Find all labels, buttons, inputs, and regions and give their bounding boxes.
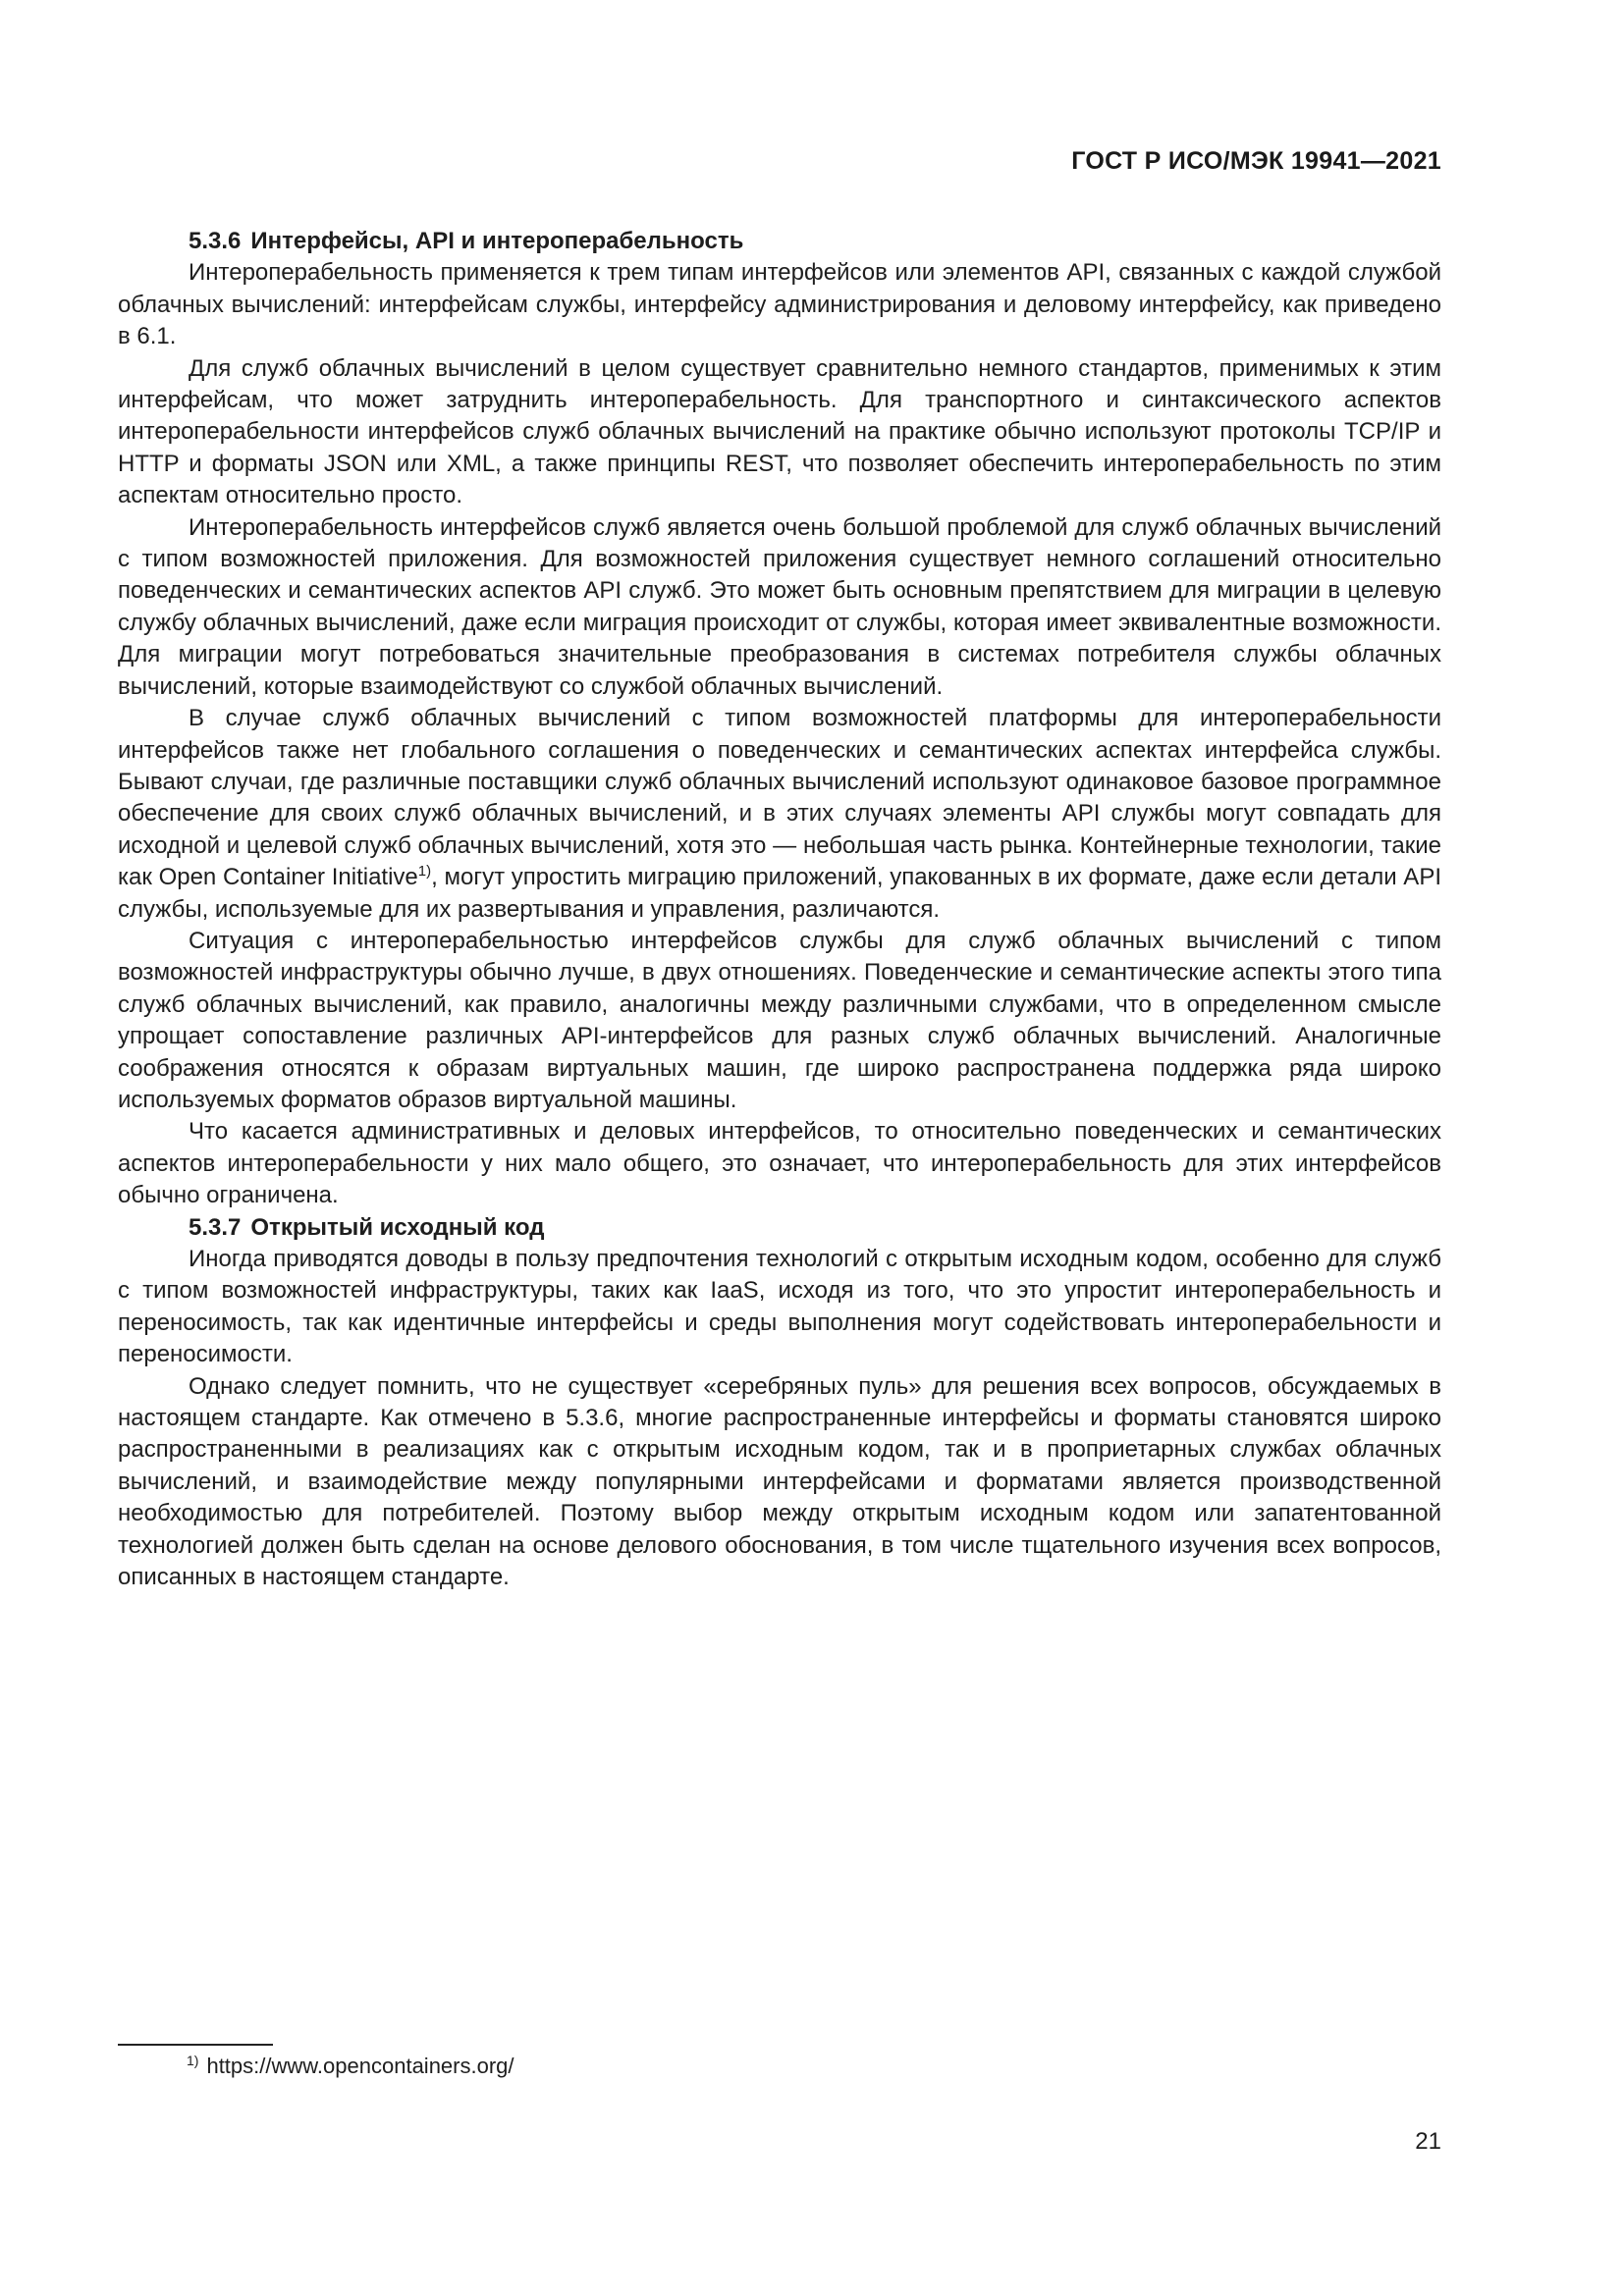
footnote-link[interactable]: https://www.opencontainers.org/ [206, 2054, 514, 2078]
section-heading-5-3-6 [118, 226, 1441, 257]
footnote-divider [118, 2044, 273, 2046]
footnote [187, 2054, 514, 2079]
section-heading-5-3-7 [118, 1212, 1441, 1244]
footnote-reference: 1) [417, 863, 432, 881]
section-number: 5.3.7 [189, 1213, 242, 1241]
paragraph: Ситуация с интероперабельностью интерфейсов службы для служб облачных вычислений с типом возможностей инфраструктуры обычно лучше, в двух отношениях. Поведенческие и семантические аспекты этого типа служб облачных вычислений, как правило, аналогичны между различными службами, что в определенном смысле упрощает сопоставление различных API-интерфейсов для разных служб облачных вычислений. Аналогичные соображения относятся к образам виртуальных машин, где широко распространена поддержка ряда широко используемых форматов образов виртуальной машины. [118, 927, 1441, 1113]
paragraph: Иногда приводятся доводы в пользу предпочтения технологий с открытым исходным кодом, особенно для служб с типом возможностей инфраструктуры, таких как IaaS, исходя из того, что это упростит интероперабельность и переносимость, так как идентичные интерфейсы и среды выполнения могут содействовать интероперабельности и переносимости. [118, 1246, 1441, 1368]
paragraph [118, 703, 1441, 926]
section-title: Открытый исходный код [250, 1213, 545, 1241]
paragraph-text: , могут упростить миграцию приложений, упакованных в их формате, даже если детали API службы, используемые для их развертывания и управления, различаются. [118, 864, 1441, 923]
section-title: Интерфейсы, API и интероперабельность [250, 228, 744, 254]
paragraph: Однако следует помнить, что не существует «серебряных пуль» для решения всех вопросов, обсуждаемых в настоящем стандарте. Как отмечено в 5.3.6, многие распространенные интерфейсы и форматы становятся широко распространенными в реализациях как с открытым исходным кодом, так и в проприетарных службах облачных вычислений, и взаимодействие между популярными интерфейсами и форматами является производственной необходимостью для потребителей. Поэтому выбор между открытым исходным кодом или запатентованной технологией должен быть сделан на основе делового обоснования, в том числе тщательного изучения всех вопросов, описанных в настоящем стандарте. [118, 1372, 1441, 1591]
paragraph-text: В случае служб облачных вычислений с типом возможностей платформы для интероперабельности интерфейсов также нет глобального соглашения о поведенческих и семантических аспектах интерфейса службы. Бывают случаи, где различные поставщики служб облачных вычислений используют одинаковое базовое программное обеспечение для своих служб облачных вычислений, и в этих случаях элементы API службы могут совпадать для исходной и целевой служб облачных вычислений, хотя это — небольшая часть рынка. Контейнерные технологии, такие как Open Container Initiative [118, 705, 1441, 891]
page-number: 21 [1415, 2128, 1441, 2155]
footnote-marker: 1) [187, 2053, 199, 2068]
paragraph: Интероперабельность применяется к трем типам интерфейсов или элементов API, связанных с каждой службой облачных вычислений: интерфейсам службы, интерфейсу администрирования и деловому интерфейсу, как приведено в 6.1. [118, 259, 1441, 350]
paragraph: Что касается административных и деловых интерфейсов, то относительно поведенческих и семантических аспектов интероперабельности у них мало общего, это означает, что интероперабельность для этих интерфейсов обычно ограничена. [118, 1118, 1441, 1209]
page-header: ГОСТ Р ИСО/МЭК 19941—2021 [1071, 147, 1441, 175]
paragraph: Для служб облачных вычислений в целом существует сравнительно немного стандартов, применимых к этим интерфейсам, что может затруднить интероперабельность. Для транспортного и синтаксического аспектов интероперабельности интерфейсов служб облачных вычислений на практике обычно используют протоколы TCP/IP и HTTP и форматы JSON или XML, а также принципы REST, что позволяет обеспечить интероперабельность по этим аспектам относительно просто. [118, 354, 1441, 509]
document-body [118, 226, 1441, 1593]
section-number: 5.3.6 [189, 228, 242, 254]
paragraph: Интероперабельность интерфейсов служб является очень большой проблемой для служб облачных вычислений с типом возможностей приложения. Для возможностей приложения существует немного соглашений относительно поведенческих и семантических аспектов API служб. Это может быть основным препятствием для миграции в целевую службу облачных вычислений, даже если миграция происходит от службы, которая имеет эквивалентные возможности. Для миграции могут потребоваться значительные преобразования в системах потребителя службы облачных вычислений, которые взаимодействуют со службой облачных вычислений. [118, 513, 1441, 700]
